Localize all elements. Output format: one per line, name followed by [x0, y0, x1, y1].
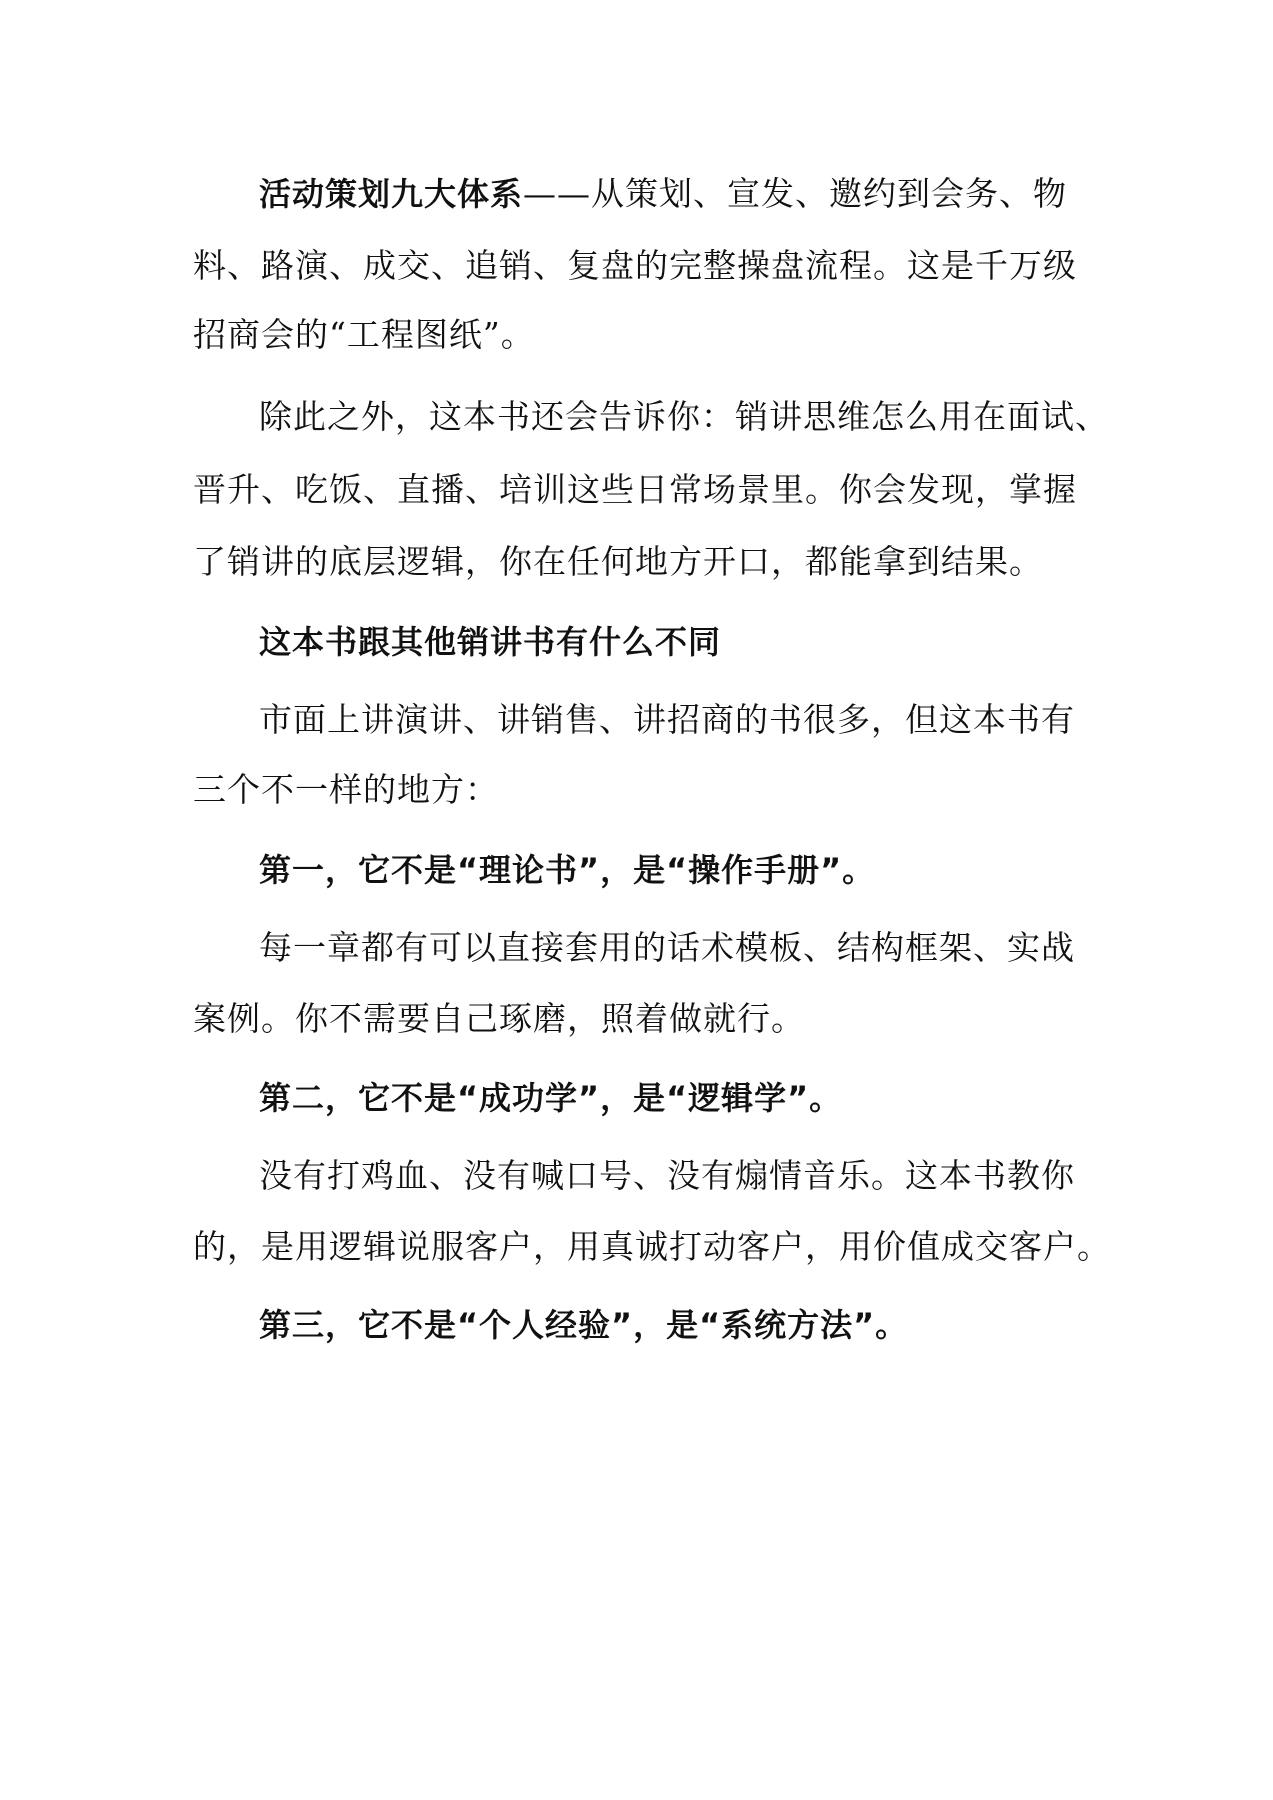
paragraph-line: 没有打鸡血、没有喊口号、没有煽情音乐。这本书教你	[259, 1156, 1075, 1195]
paragraph-line: 案例。你不需要自己琢磨，照着做就行。	[193, 999, 805, 1038]
paragraph-line: 招商会的“工程图纸”。	[193, 315, 535, 354]
paragraph-line: 晋升、吃饭、直播、培训这些日常场景里。你会发现，掌握	[193, 470, 1077, 509]
paragraph-line: 了销讲的底层逻辑，你在任何地方开口，都能拿到结果。	[193, 542, 1043, 581]
paragraph-line: 料、路演、成交、追销、复盘的完整操盘流程。这是千万级	[193, 246, 1077, 285]
paragraph-line: 除此之外，这本书还会告诉你：销讲思维怎么用在面试、	[259, 397, 1109, 436]
section-heading: 这本书跟其他销讲书有什么不同	[259, 623, 722, 661]
point-heading: 第一，它不是“理论书”，是“操作手册”。	[259, 851, 876, 889]
bold-term: 活动策划九大体系	[259, 175, 524, 213]
paragraph-line: 市面上讲演讲、讲销售、讲招商的书很多，但这本书有	[259, 700, 1075, 739]
point-heading: 第二，它不是“成功学”，是“逻辑学”。	[259, 1079, 843, 1117]
paragraph-line: 的，是用逻辑说服客户，用真诚打动客户，用价值成交客户。	[193, 1227, 1111, 1266]
point-heading: 第三，它不是“个人经验”，是“系统方法”。	[259, 1306, 909, 1344]
paragraph-line: 每一章都有可以直接套用的话术模板、结构框架、实战	[259, 928, 1075, 967]
paragraph-line: 三个不一样的地方：	[193, 770, 499, 809]
paragraph-text: ——从策划、宣发、邀约到会务、物	[523, 174, 1068, 213]
paragraph-line	[259, 172, 1159, 216]
